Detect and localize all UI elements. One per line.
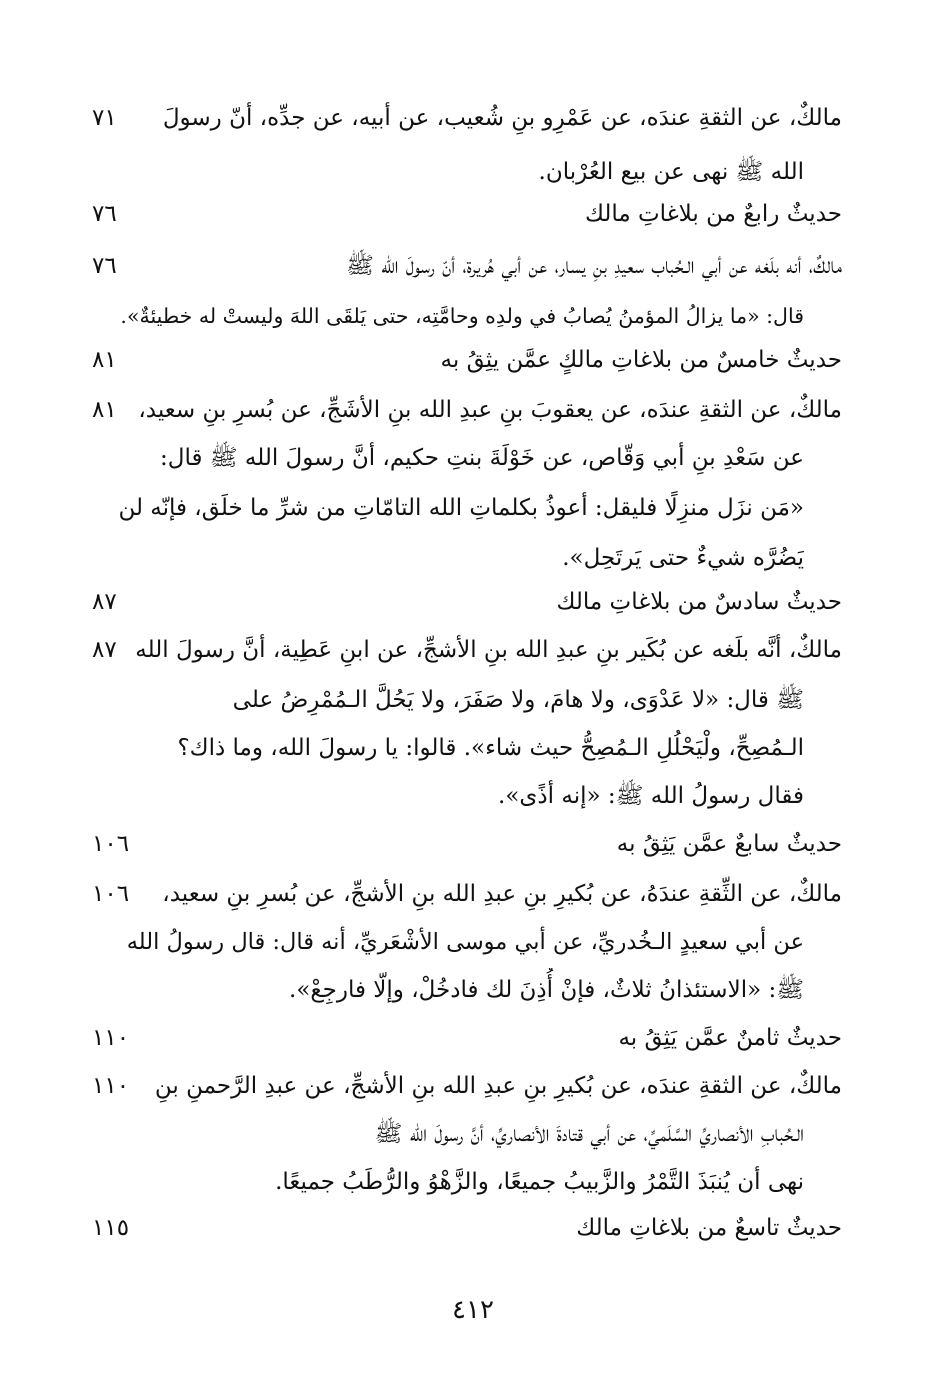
hadith-text-line: الله ﷺ نهى عن بيع العُرْبان. [538,159,804,185]
reference-number: ٧٦ [92,201,117,227]
hadith-text-line: مالكٌ، أنَّه بلَغه عن بُكَير بنِ عبدِ الله بنِ الأشجِّ، عن ابنِ عَطِية، أنَّ رسولَ الله [135,637,842,663]
reference-number: ١٠٦ [92,881,130,907]
section-heading: حديثٌ خامسٌ من بلاغاتِ مالكٍ عمَّن يثِقُ به [440,347,842,373]
section-heading: حديثٌ رابعٌ من بلاغاتِ مالك [584,201,842,227]
reference-number: ٨١ [92,397,117,423]
section-heading: حديثٌ سادسٌ من بلاغاتِ مالك [556,589,842,615]
reference-number: ١١٠ [92,1025,130,1051]
reference-number: ٧١ [92,105,117,131]
section-heading: حديثٌ تاسعٌ من بلاغاتِ مالك [576,1215,842,1241]
section-heading: حديثٌ سابعٌ عمَّن يَثِقُ به [616,831,842,857]
reference-number: ٨١ [92,347,117,373]
hadith-text-line: عن سَعْدِ بنِ أبي وَقّاص، عن خَوْلَةَ بنتِ حكيم، أنَّ رسولَ الله ﷺ قال: [160,445,804,471]
reference-number: ١١٥ [92,1215,130,1241]
hadith-text-line: مالكٌ، عن الثِّقةِ عندَهُ، عن بُكيرِ بنِ عبدِ الله بنِ الأشجِّ، عن بُسرِ بنِ سعيد، [162,881,842,907]
reference-number: ٨٧ [92,589,117,615]
hadith-text-line: يَضُرَّه شيءٌ حتى يَرتَحِل». [562,545,804,571]
hadith-text-line: نهى أن يُنبَذَ التَّمْرُ والزَّبيبُ جميعًا، والزَّهْوُ والرُّطَبُ جميعًا. [275,1169,804,1195]
reference-number: ١١٠ [92,1073,130,1099]
reference-number: ٨٧ [92,637,117,663]
hadith-text-line: مالكٌ، عن الثقةِ عندَه، عن بُكيرِ بنِ عبدِ الله بنِ الأشجِّ، عن عبدِ الرَّحمنِ بنِ [154,1073,842,1099]
hadith-text-line: عن أبي سعيدٍ الـخُدريِّ، عن أبي موسى الأشْعَريِّ، أنه قال: قال رسولُ الله [126,929,804,955]
reference-number: ١٠٦ [92,831,130,857]
reference-number: ٧٦ [92,253,117,279]
hadith-text-line: فقال رسولُ الله ﷺ: «إنه أذًى». [498,783,804,809]
hadith-text-line: مالكٌ، عن الثقةِ عندَه، عن عَمْرِو بنِ شُعيب، عن أبيه، عن جدِّه، أنّ رسولَ [162,105,842,131]
hadith-text-line: مالكٌ، أنه بلَغه عن أبي الـحُباب سعيدِ بنِ يسار، عن أبي هُريرة، أنّ رسولَ الله ﷺ [346,253,842,279]
section-heading: حديثٌ ثامنٌ عمَّن يَثِقُ به [618,1025,842,1051]
hadith-text-line: «مَن نزَل منزِلًا فليقل: أعوذُ بكلماتِ الله التامّاتِ من شرِّ ما خلَق، فإنّه لن [118,495,804,521]
hadith-text-line: قال: «ما يزالُ المؤمنُ يُصابُ في ولدِه وحامَّتِه، حتى يَلقَى اللهَ وليستْ له خطيئةٌ». [120,304,804,328]
hadith-text-line: مالكٌ، عن الثقةِ عندَه، عن يعقوبَ بنِ عبدِ الله بنِ الأشَجِّ، عن بُسرِ بنِ سعيد، [138,397,842,423]
hadith-text-line: ﷺ قال: «لا عَدْوَى، ولا هامَ، ولا صَفَرَ، ولا يَحُلَّ الـمُمْرِضُ على [232,687,804,713]
hadith-text-line: ﷺ: «الاستئذانُ ثلاثٌ، فإنْ أُذِنَ لك فادخُلْ، وإلّا فارجِعْ». [289,977,804,1003]
hadith-text-line: الـمُصِحِّ، ولْيَحْلُلِ الـمُصِحُّ حيث شاء». قالوا: يا رسولَ الله، وما ذاك؟ [177,735,804,761]
page-number: ٤١٢ [452,1295,494,1325]
hadith-text-line: الـحُبابِ الأنصاريِّ السَّلَميِّ، عن أبي قتادةَ الأنصاريِّ، أنَّ رسولَ الله ﷺ [374,1121,804,1147]
